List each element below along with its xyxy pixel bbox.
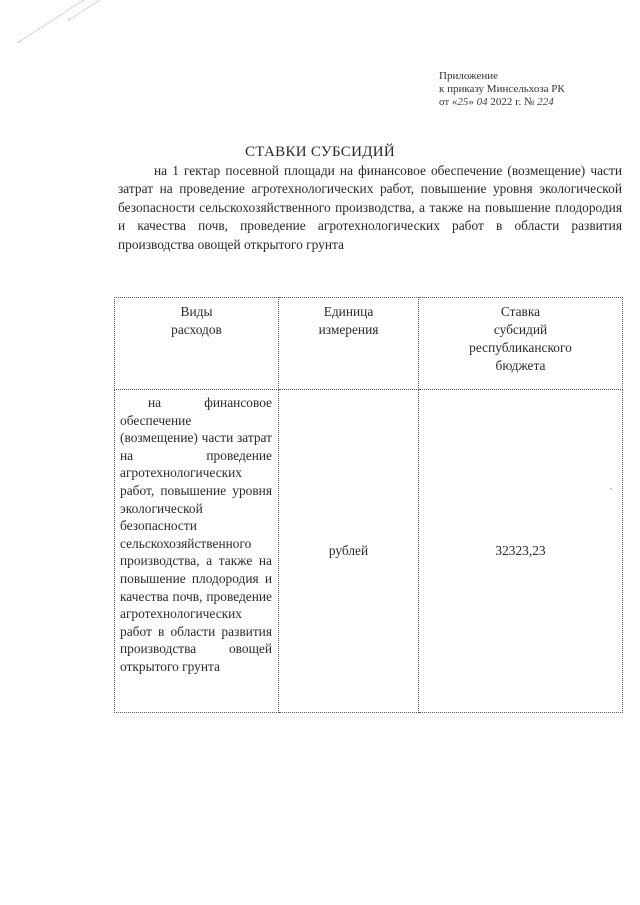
date-day: 25 <box>457 96 469 108</box>
cell-rate: 32323,23 <box>419 390 623 713</box>
scan-speck <box>610 488 612 490</box>
date-month: 04 <box>476 96 488 108</box>
appendix-order-date <box>439 96 565 109</box>
appendix-header <box>439 70 565 109</box>
appendix-line-2: к приказу Минсельхоза РК <box>439 83 565 95</box>
table-header-row <box>115 298 623 390</box>
cell-unit: рублей <box>279 390 419 713</box>
appendix-line-1: Приложение <box>439 70 499 82</box>
document-subtitle: на 1 гектар посевной площади на финансовое обеспечение (возмещение) части затрат на проведение агротехнологических работ, повышение уровня экологической безопасности сельскохозяйственного производства, а также на повышение плодородия и качества почв, проведение агротехнологических работ в области развития производства овощей открытого грунта <box>118 163 622 252</box>
document-title: СТАВКИ СУБСИДИЙ <box>244 144 396 160</box>
date-year: 2022 г. № <box>490 96 535 108</box>
header-unit: Единица измерения <box>279 298 419 390</box>
registration-stamp-mark-secondary <box>68 0 110 21</box>
order-number: 224 <box>537 96 554 108</box>
cell-expense-type: на финансовое обеспечение (возмещение) части затрат на проведение агротехнологических работ, повышение уровня экологической безопасности сельскохозяйственного производства, а также на повышение плодородия и качества почв, проведение агротехнологических работ в области развития производства овощей открытого грунта <box>115 390 279 713</box>
subsidy-rates-table <box>114 297 623 713</box>
header-expense-type: Виды расходов <box>115 298 279 390</box>
date-separator: » <box>468 96 474 108</box>
table-row <box>115 390 623 713</box>
header-rate: Ставка субсидий республиканского бюджета <box>419 298 623 390</box>
date-prefix: от « <box>439 96 458 108</box>
